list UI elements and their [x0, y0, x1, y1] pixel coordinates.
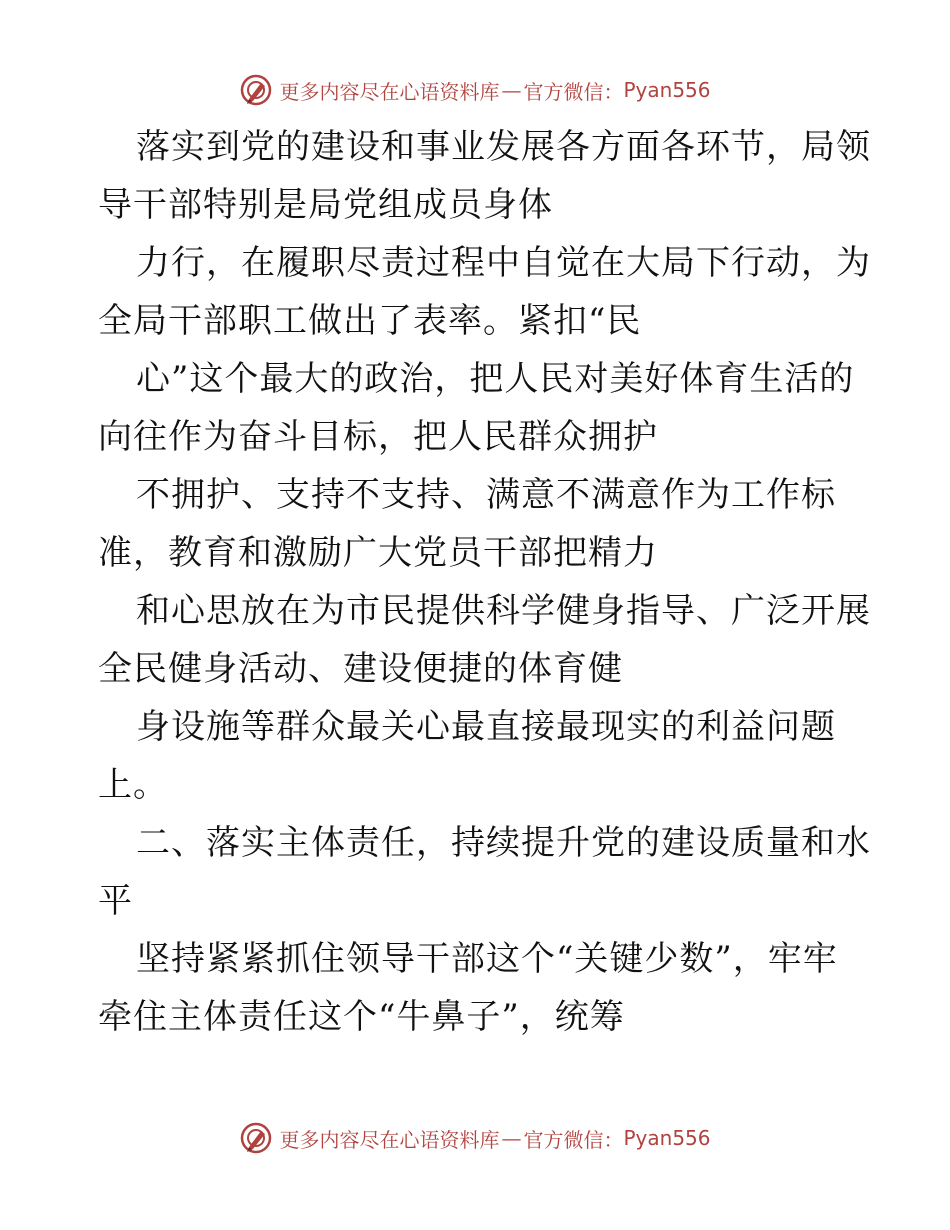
body-line: 全民健身活动、建设便捷的体育健 [98, 649, 623, 689]
watermark-wechat-id: Pyan556 [623, 1126, 711, 1150]
body-line: 向往作为奋斗目标，把人民群众拥护 [98, 417, 658, 457]
body-line: 和心思放在为市民提供科学健身指导、广泛开展 [136, 591, 871, 631]
watermark-wechat-label: 官方微信： [523, 1127, 624, 1152]
pen-logo-icon [239, 73, 273, 107]
footer-watermark [0, 1120, 950, 1156]
pen-logo-icon [239, 1121, 273, 1155]
body-line: 牵住主体责任这个“牛鼻子”，统筹 [98, 997, 625, 1037]
watermark-wechat-label: 官方微信： [523, 79, 624, 104]
document-body [98, 118, 871, 1046]
watermark-wechat-id: Pyan556 [623, 78, 711, 102]
body-line: 准，教育和激励广大党员干部把精力 [98, 533, 658, 573]
watermark-main-text: 更多内容尽在心语资料库 [279, 1127, 500, 1152]
body-line: 不拥护、支持不支持、满意不满意作为工作标 [136, 475, 836, 515]
body-line: 身设施等群众最关心最直接最现实的利益问题 [136, 707, 836, 747]
body-line: 心”这个最大的政治，把人民对美好体育生活的 [136, 359, 855, 399]
watermark-main-text: 更多内容尽在心语资料库 [279, 79, 500, 104]
section-heading-continued: 平 [98, 881, 133, 921]
section-heading: 二、落实主体责任，持续提升党的建设质量和水 [136, 823, 871, 863]
body-line: 导干部特别是局党组成员身体 [98, 185, 553, 225]
watermark-separator: — [501, 1126, 522, 1150]
body-line: 全局干部职工做出了表率。紧扣“民 [98, 301, 642, 341]
body-line: 坚持紧紧抓住领导干部这个“关键少数”，牢牢 [136, 939, 838, 979]
watermark-separator: — [501, 78, 522, 102]
body-line: 力行，在履职尽责过程中自觉在大局下行动，为 [136, 243, 871, 283]
body-line: 落实到党的建设和事业发展各方面各环节，局领 [136, 127, 871, 167]
body-line: 上。 [98, 765, 168, 805]
header-watermark [0, 72, 950, 108]
